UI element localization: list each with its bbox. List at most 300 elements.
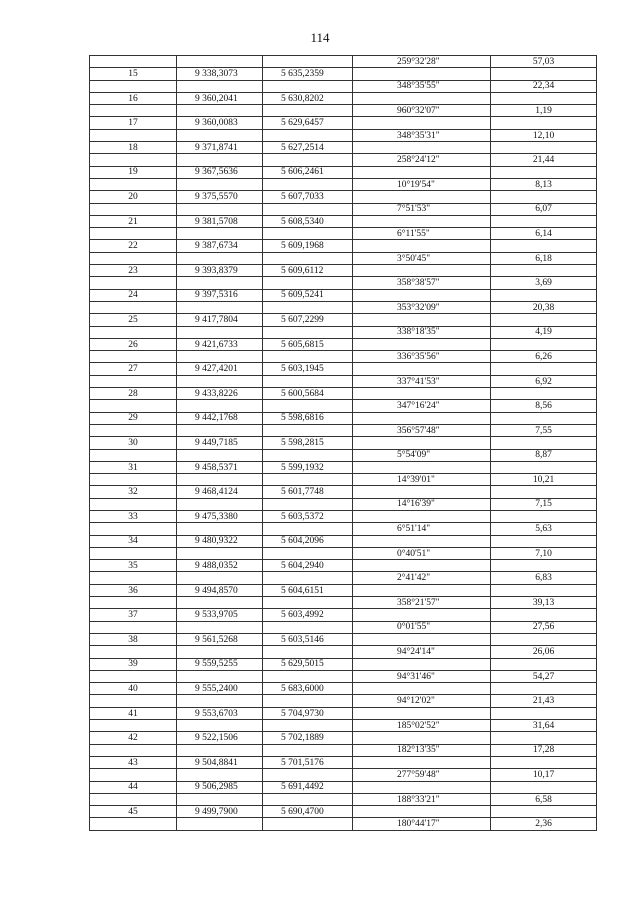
- empty-cell: [491, 338, 597, 350]
- empty-cell: [491, 560, 597, 572]
- coordinates-table: [89, 55, 597, 831]
- coordinate-x: 9 387,6734: [177, 240, 263, 252]
- coordinate-x: 9 458,5371: [177, 461, 263, 473]
- empty-cell: [90, 474, 177, 486]
- coordinate-y: 5 627,2514: [263, 142, 353, 154]
- segment-row: [90, 695, 597, 707]
- direction-angle: 185°02'52": [353, 720, 491, 732]
- point-row: [90, 707, 597, 719]
- segment-row: [90, 449, 597, 461]
- empty-cell: [263, 203, 353, 215]
- empty-cell: [177, 646, 263, 658]
- empty-cell: [177, 301, 263, 313]
- segment-row: [90, 793, 597, 805]
- direction-angle: 10°19'54": [353, 178, 491, 190]
- coordinate-y: 5 604,6151: [263, 584, 353, 596]
- empty-cell: [177, 252, 263, 264]
- segment-length: 3,69: [491, 277, 597, 289]
- coordinate-x: 9 427,4201: [177, 363, 263, 375]
- empty-cell: [177, 154, 263, 166]
- empty-cell: [177, 621, 263, 633]
- empty-cell: [177, 424, 263, 436]
- empty-cell: [263, 301, 353, 313]
- empty-cell: [353, 658, 491, 670]
- empty-cell: [177, 818, 263, 830]
- direction-angle: 94°12'02": [353, 695, 491, 707]
- point-number: 18: [90, 142, 177, 154]
- coordinate-y: 5 702,1889: [263, 732, 353, 744]
- coordinates-table-body: [90, 56, 597, 831]
- direction-angle: 358°21'57": [353, 597, 491, 609]
- empty-cell: [263, 228, 353, 240]
- empty-cell: [491, 633, 597, 645]
- point-row: [90, 658, 597, 670]
- coordinate-y: 5 701,5176: [263, 756, 353, 768]
- empty-cell: [90, 154, 177, 166]
- segment-length: 27,56: [491, 621, 597, 633]
- empty-cell: [353, 437, 491, 449]
- coordinate-x: 9 417,7804: [177, 314, 263, 326]
- direction-angle: 353°32'09": [353, 301, 491, 313]
- coordinate-y: 5 600,5684: [263, 388, 353, 400]
- direction-angle: 3°50'45": [353, 252, 491, 264]
- empty-cell: [263, 547, 353, 559]
- empty-cell: [177, 105, 263, 117]
- segment-row: [90, 375, 597, 387]
- empty-cell: [353, 486, 491, 498]
- point-row: [90, 781, 597, 793]
- direction-angle: 94°31'46": [353, 670, 491, 682]
- segment-row: [90, 203, 597, 215]
- direction-angle: 6°11'55": [353, 228, 491, 240]
- empty-cell: [263, 252, 353, 264]
- direction-angle: 356°57'48": [353, 424, 491, 436]
- direction-angle: 348°35'31": [353, 129, 491, 141]
- empty-cell: [353, 609, 491, 621]
- direction-angle: 180°44'17": [353, 818, 491, 830]
- segment-row: [90, 80, 597, 92]
- point-number: 29: [90, 412, 177, 424]
- direction-angle: 7°51'53": [353, 203, 491, 215]
- empty-cell: [263, 277, 353, 289]
- empty-cell: [353, 683, 491, 695]
- point-number: 43: [90, 756, 177, 768]
- coordinate-y: 5 704,9730: [263, 707, 353, 719]
- coordinate-y: 5 609,5241: [263, 289, 353, 301]
- point-row: [90, 412, 597, 424]
- point-number: 37: [90, 609, 177, 621]
- coordinate-y: 5 598,2815: [263, 437, 353, 449]
- empty-cell: [353, 265, 491, 277]
- point-number: 26: [90, 338, 177, 350]
- segment-row: [90, 720, 597, 732]
- empty-cell: [90, 80, 177, 92]
- coordinate-y: 5 691,4492: [263, 781, 353, 793]
- empty-cell: [177, 793, 263, 805]
- coordinate-y: 5 607,2299: [263, 314, 353, 326]
- segment-row: [90, 252, 597, 264]
- empty-cell: [491, 437, 597, 449]
- empty-cell: [263, 154, 353, 166]
- empty-cell: [353, 732, 491, 744]
- empty-cell: [491, 658, 597, 670]
- empty-cell: [90, 498, 177, 510]
- point-row: [90, 584, 597, 596]
- direction-angle: 358°38'57": [353, 277, 491, 289]
- empty-cell: [353, 117, 491, 129]
- segment-length: 6,14: [491, 228, 597, 240]
- direction-angle: 347°16'24": [353, 400, 491, 412]
- coordinate-x: 9 494,8570: [177, 584, 263, 596]
- empty-cell: [263, 793, 353, 805]
- point-number: 25: [90, 314, 177, 326]
- point-number: 17: [90, 117, 177, 129]
- empty-cell: [263, 351, 353, 363]
- point-number: 16: [90, 92, 177, 104]
- empty-cell: [491, 609, 597, 621]
- segment-length: 39,13: [491, 597, 597, 609]
- segment-row: [90, 670, 597, 682]
- point-number: 38: [90, 633, 177, 645]
- segment-length: 6,07: [491, 203, 597, 215]
- empty-cell: [491, 756, 597, 768]
- empty-cell: [353, 92, 491, 104]
- empty-cell: [90, 178, 177, 190]
- empty-cell: [90, 547, 177, 559]
- segment-length: 12,10: [491, 129, 597, 141]
- empty-cell: [90, 375, 177, 387]
- direction-angle: 14°16'39": [353, 498, 491, 510]
- point-number: 44: [90, 781, 177, 793]
- empty-cell: [177, 498, 263, 510]
- segment-row: [90, 178, 597, 190]
- direction-angle: 348°35'55": [353, 80, 491, 92]
- point-row: [90, 510, 597, 522]
- empty-cell: [263, 449, 353, 461]
- coordinate-y: 5 603,5372: [263, 510, 353, 522]
- segment-row: [90, 621, 597, 633]
- point-row: [90, 92, 597, 104]
- empty-cell: [263, 818, 353, 830]
- segment-length: 22,34: [491, 80, 597, 92]
- empty-cell: [90, 646, 177, 658]
- segment-row: [90, 400, 597, 412]
- empty-cell: [353, 707, 491, 719]
- coordinate-y: 5 604,2096: [263, 535, 353, 547]
- empty-cell: [491, 584, 597, 596]
- segment-row: [90, 424, 597, 436]
- empty-cell: [263, 670, 353, 682]
- empty-cell: [263, 769, 353, 781]
- coordinate-x: 9 360,0083: [177, 117, 263, 129]
- empty-cell: [491, 166, 597, 178]
- empty-cell: [353, 756, 491, 768]
- point-number: 41: [90, 707, 177, 719]
- point-row: [90, 265, 597, 277]
- direction-angle: 182°13'35": [353, 744, 491, 756]
- empty-cell: [491, 683, 597, 695]
- point-number: 36: [90, 584, 177, 596]
- segment-row: [90, 572, 597, 584]
- segment-row: [90, 547, 597, 559]
- empty-cell: [353, 215, 491, 227]
- empty-cell: [90, 670, 177, 682]
- coordinate-y: 5 630,8202: [263, 92, 353, 104]
- direction-angle: 960°32'07": [353, 105, 491, 117]
- empty-cell: [263, 129, 353, 141]
- empty-cell: [353, 68, 491, 80]
- segment-length: 5,63: [491, 523, 597, 535]
- empty-cell: [353, 166, 491, 178]
- point-number: 40: [90, 683, 177, 695]
- empty-cell: [177, 129, 263, 141]
- segment-row: [90, 56, 597, 68]
- empty-cell: [491, 117, 597, 129]
- direction-angle: 0°01'55": [353, 621, 491, 633]
- empty-cell: [263, 400, 353, 412]
- empty-cell: [90, 793, 177, 805]
- segment-length: 10,17: [491, 769, 597, 781]
- empty-cell: [90, 326, 177, 338]
- page-number: 114: [310, 30, 330, 45]
- empty-cell: [263, 56, 353, 68]
- point-number: 20: [90, 191, 177, 203]
- empty-cell: [491, 92, 597, 104]
- empty-cell: [90, 203, 177, 215]
- empty-cell: [90, 56, 177, 68]
- coordinate-x: 9 375,5570: [177, 191, 263, 203]
- point-row: [90, 338, 597, 350]
- empty-cell: [353, 191, 491, 203]
- direction-angle: 14°39'01": [353, 474, 491, 486]
- coordinate-x: 9 367,5636: [177, 166, 263, 178]
- empty-cell: [263, 80, 353, 92]
- coordinate-y: 5 609,6112: [263, 265, 353, 277]
- point-row: [90, 240, 597, 252]
- coordinate-y: 5 690,4700: [263, 806, 353, 818]
- empty-cell: [90, 818, 177, 830]
- segment-length: 8,56: [491, 400, 597, 412]
- segment-row: [90, 129, 597, 141]
- point-row: [90, 166, 597, 178]
- empty-cell: [177, 80, 263, 92]
- segment-row: [90, 498, 597, 510]
- coordinate-y: 5 599,1932: [263, 461, 353, 473]
- empty-cell: [263, 720, 353, 732]
- empty-cell: [177, 695, 263, 707]
- segment-length: 7,10: [491, 547, 597, 559]
- coordinate-y: 5 608,5340: [263, 215, 353, 227]
- empty-cell: [177, 56, 263, 68]
- point-number: 35: [90, 560, 177, 572]
- empty-cell: [90, 449, 177, 461]
- empty-cell: [353, 388, 491, 400]
- empty-cell: [90, 695, 177, 707]
- coordinate-y: 5 607,7033: [263, 191, 353, 203]
- segment-length: 57,03: [491, 56, 597, 68]
- coordinate-y: 5 629,6457: [263, 117, 353, 129]
- point-number: 34: [90, 535, 177, 547]
- empty-cell: [90, 228, 177, 240]
- empty-cell: [90, 129, 177, 141]
- empty-cell: [491, 215, 597, 227]
- coordinate-x: 9 449,7185: [177, 437, 263, 449]
- empty-cell: [353, 142, 491, 154]
- segment-length: 6,18: [491, 252, 597, 264]
- point-row: [90, 732, 597, 744]
- empty-cell: [353, 363, 491, 375]
- point-number: 15: [90, 68, 177, 80]
- point-row: [90, 633, 597, 645]
- coordinate-x: 9 397,5316: [177, 289, 263, 301]
- coordinate-x: 9 393,8379: [177, 265, 263, 277]
- coordinate-x: 9 421,6733: [177, 338, 263, 350]
- empty-cell: [353, 412, 491, 424]
- empty-cell: [491, 289, 597, 301]
- empty-cell: [353, 461, 491, 473]
- segment-length: 31,64: [491, 720, 597, 732]
- segment-row: [90, 769, 597, 781]
- segment-row: [90, 646, 597, 658]
- segment-length: 21,43: [491, 695, 597, 707]
- coordinate-x: 9 506,2985: [177, 781, 263, 793]
- segment-length: 6,58: [491, 793, 597, 805]
- point-number: 24: [90, 289, 177, 301]
- point-row: [90, 289, 597, 301]
- empty-cell: [90, 621, 177, 633]
- empty-cell: [491, 510, 597, 522]
- segment-length: 6,83: [491, 572, 597, 584]
- point-row: [90, 191, 597, 203]
- point-number: 28: [90, 388, 177, 400]
- empty-cell: [491, 806, 597, 818]
- empty-cell: [177, 720, 263, 732]
- empty-cell: [177, 670, 263, 682]
- point-number: 39: [90, 658, 177, 670]
- segment-row: [90, 326, 597, 338]
- empty-cell: [263, 474, 353, 486]
- coordinate-x: 9 433,8226: [177, 388, 263, 400]
- empty-cell: [263, 572, 353, 584]
- coordinate-x: 9 559,5255: [177, 658, 263, 670]
- empty-cell: [177, 744, 263, 756]
- point-row: [90, 806, 597, 818]
- empty-cell: [177, 203, 263, 215]
- empty-cell: [90, 252, 177, 264]
- empty-cell: [177, 547, 263, 559]
- empty-cell: [353, 560, 491, 572]
- empty-cell: [353, 338, 491, 350]
- empty-cell: [491, 707, 597, 719]
- point-row: [90, 461, 597, 473]
- empty-cell: [177, 769, 263, 781]
- empty-cell: [177, 400, 263, 412]
- direction-angle: 5°54'09": [353, 449, 491, 461]
- coordinate-y: 5 635,2359: [263, 68, 353, 80]
- empty-cell: [177, 375, 263, 387]
- coordinate-x: 9 553,6703: [177, 707, 263, 719]
- point-row: [90, 535, 597, 547]
- segment-row: [90, 597, 597, 609]
- empty-cell: [263, 621, 353, 633]
- point-number: 19: [90, 166, 177, 178]
- segment-length: 8,13: [491, 178, 597, 190]
- empty-cell: [491, 314, 597, 326]
- point-row: [90, 756, 597, 768]
- empty-cell: [263, 424, 353, 436]
- coordinate-y: 5 629,5015: [263, 658, 353, 670]
- empty-cell: [353, 781, 491, 793]
- segment-length: 6,26: [491, 351, 597, 363]
- segment-row: [90, 277, 597, 289]
- empty-cell: [353, 633, 491, 645]
- coordinate-x: 9 504,8841: [177, 756, 263, 768]
- segment-length: 8,87: [491, 449, 597, 461]
- empty-cell: [491, 461, 597, 473]
- coordinate-y: 5 604,2940: [263, 560, 353, 572]
- empty-cell: [263, 695, 353, 707]
- coordinate-x: 9 468,4124: [177, 486, 263, 498]
- empty-cell: [353, 806, 491, 818]
- segment-row: [90, 228, 597, 240]
- empty-cell: [491, 265, 597, 277]
- coordinate-x: 9 561,5268: [177, 633, 263, 645]
- coordinate-x: 9 360,2041: [177, 92, 263, 104]
- empty-cell: [491, 412, 597, 424]
- direction-angle: 259°32'28": [353, 56, 491, 68]
- direction-angle: 338°18'35": [353, 326, 491, 338]
- point-row: [90, 142, 597, 154]
- empty-cell: [90, 277, 177, 289]
- point-row: [90, 609, 597, 621]
- coordinate-x: 9 371,8741: [177, 142, 263, 154]
- empty-cell: [90, 400, 177, 412]
- point-number: 45: [90, 806, 177, 818]
- empty-cell: [263, 597, 353, 609]
- empty-cell: [263, 326, 353, 338]
- empty-cell: [491, 781, 597, 793]
- coordinate-x: 9 555,2400: [177, 683, 263, 695]
- empty-cell: [177, 277, 263, 289]
- coordinate-y: 5 603,4992: [263, 609, 353, 621]
- direction-angle: 0°40'51": [353, 547, 491, 559]
- coordinate-x: 9 381,5708: [177, 215, 263, 227]
- segment-length: 10,21: [491, 474, 597, 486]
- point-number: 42: [90, 732, 177, 744]
- empty-cell: [177, 474, 263, 486]
- coordinate-x: 9 533,9705: [177, 609, 263, 621]
- coordinate-y: 5 603,5146: [263, 633, 353, 645]
- empty-cell: [263, 744, 353, 756]
- empty-cell: [491, 240, 597, 252]
- segment-row: [90, 351, 597, 363]
- empty-cell: [491, 363, 597, 375]
- segment-length: 1,19: [491, 105, 597, 117]
- empty-cell: [353, 240, 491, 252]
- point-row: [90, 314, 597, 326]
- point-row: [90, 683, 597, 695]
- empty-cell: [90, 572, 177, 584]
- segment-row: [90, 523, 597, 535]
- segment-length: 21,44: [491, 154, 597, 166]
- coordinate-y: 5 601,7748: [263, 486, 353, 498]
- empty-cell: [90, 744, 177, 756]
- direction-angle: 258°24'12": [353, 154, 491, 166]
- empty-cell: [491, 68, 597, 80]
- empty-cell: [177, 228, 263, 240]
- segment-row: [90, 154, 597, 166]
- empty-cell: [177, 178, 263, 190]
